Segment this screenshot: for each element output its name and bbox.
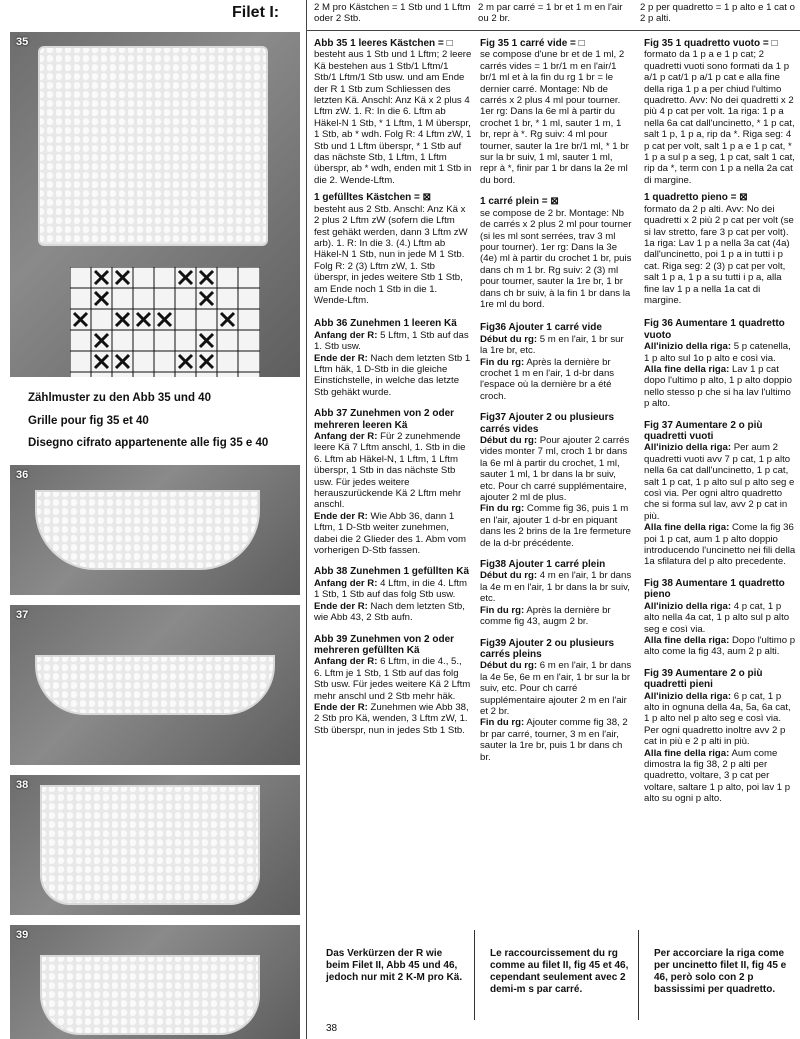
it-fig37-text1: Per aum 2 quadretti vuoti avv 7 p cat, 1 p alto nella 6a cat dall'uncinetto, 1 p cat, salt 1 p cat, 1 p alto sul p alto seg e così via. Per ogni altro quadretto che si forma sul lav, avv 2 p cat in più.: [644, 442, 795, 522]
fr-fig39-label1: Début du rg:: [480, 660, 538, 672]
de-abb36-label1: Anfang der R:: [314, 329, 378, 341]
fr-fig35b-text: se compose de 2 br. Montage: Nb de carrés x 2 plus 2 ml pour tourner (si les ml sont serrées, trav 3 ml pour tourner). 1er rg: Dans la 3e (4e) ml à partir du crochet 1 br, puis dans ch m 1 br. Rg suiv: 2 (3) ml pour tourner, sauter la 1re br, 1 br dans ch br suiv, à la fin 1 br dans la 1re ml du bord.: [480, 207, 632, 310]
it-fig37-heading: Fig 37 Aumentare 2 o più quadretti vuoti: [644, 419, 763, 442]
fr-fig39-text2: Ajouter comme fig 38, 2 br par carré, tourner, 3 m en l'air, sauter la 1re br, puis 1 br dans ch br.: [480, 717, 628, 763]
german-column: [314, 38, 472, 742]
it-fig35b-text: formato da 2 p alti. Avv: No dei quadretti x 2 più 2 p cat per volt (se si lav stretto, fare 3 p cat per volt). 1a riga: Lav 1 p a nella 3a cat (4a) dall'uncinetto, poi 1 p a in tutti i p cat. Riga seg: 2 (3) p cat per volt, salt 1 p a, 1 p a su tutti i p a, alla fine lav 1 p a nella 1a cat di margine.: [644, 203, 794, 306]
de-abb36-text1: 5 Lftm, 1 Stb auf das 1. Stb usw.: [314, 329, 469, 353]
filet-grid-svg: [70, 267, 260, 377]
de-abb37-label1: Anfang der R:: [314, 431, 378, 442]
fr-fig38-label1: Début du rg:: [480, 570, 538, 582]
photo-35: [10, 32, 300, 377]
bottom-divider-2: [638, 930, 639, 1020]
photo-37: [10, 605, 300, 765]
de-abb39-label1: Anfang der R:: [314, 656, 378, 668]
it-fig36-text1: 5 p catenella, 1 p alto sul 1o p alto e così via.: [644, 341, 791, 364]
crochet-swatch-39: [40, 955, 260, 1035]
fr-fig39-label2: Fin du rg:: [480, 717, 525, 729]
crochet-swatch-35: [38, 46, 268, 246]
fr-fig35b-heading: 1 carré plein = ⊠: [480, 196, 559, 208]
french-column: [480, 38, 632, 769]
de-abb37-heading: Abb 37 Zunehmen von 2 oder mehreren leeren Kä: [314, 408, 455, 431]
it-fig38-text2: Dopo l'ultimo p alto come la fig 43, aum 2 p alti.: [644, 634, 796, 658]
it-fig37-label2: Alla fine della riga:: [644, 522, 730, 534]
it-fig37-label1: All'inizio della riga:: [644, 442, 732, 454]
bottom-note-it: Per accorciare la riga come per uncinetto filet II, fig 45 e 46, però solo con 2 p bassissimi per quadretto.: [654, 948, 787, 995]
it-fig39-text2: Aum come dimostra la fig 38, 2 p alti per quadretto, voltare, 3 p cat per voltare, saltare 1 p alto, poi lav 1 p alto su ogni p alto.: [644, 747, 791, 805]
fr-fig36-text2: Après la dernière br crochet 1 m en l'air, 1 d-br dans l'espace où la dernière br a été croch.: [480, 356, 615, 402]
de-abb38-heading: Abb 38 Zunehmen 1 gefüllten Kä: [314, 566, 470, 578]
de-abb37-text1: Für 2 zunehmende leere Kä 7 Lftm anschl, 1. Stb in die 6. Lftm ab Häkel-N, 1 Lftm, 1 Lftm überspr, 1 Stb in das nächste Stb usw. Für jedes weitere herauszurückende Kä 2 Lftm mehr anschl.: [314, 431, 466, 511]
photo-number-36: 36: [16, 469, 29, 481]
chart-grid: [70, 267, 260, 377]
photo-39: [10, 925, 300, 1039]
it-fig39-text1: 6 p cat, 1 p alto in ognuna della 4a, 5a, 6a cat, 1 p alto nel p alto seg e così via. Per ogni quadretto inoltre avv 2 p cat in più e 2 p alti in più.: [644, 690, 791, 748]
it-fig37-text2: Come la fig 36 poi 1 p cat, aum 1 p alto doppio introducendo l'uncinetto nei fili della 1a sfilatura del p alto precedente.: [644, 522, 796, 568]
photo-38: [10, 775, 300, 915]
it-fig36-label1: All'inizio della riga:: [644, 341, 732, 353]
page-title: Filet I:: [232, 4, 280, 21]
de-abb39-text1: 6 Lftm, in die 4., 5., 6. Lftm je 1 Stb, 1 Stb auf das folg Stb usw. Für jedes weitere Kä 2 Lftm mehr anschl und 2 Stb mehr häk.: [314, 656, 471, 702]
photo-column: [0, 0, 300, 1039]
de-abb39-text2: Zunehmen wie Abb 38, 2 Stb pro Kä, wenden, 3 Lftm zW, 1. Stb überspr, nun in jedes Stb 1 Stb.: [314, 701, 469, 736]
fr-fig38-label2: Fin du rg:: [480, 604, 525, 616]
fr-fig38-text1: 4 m en l'air, 1 br dans la 4e m en l'air, 1 br dans la br suiv, etc.: [480, 570, 632, 605]
it-fig35-heading: Fig 35 1 quadretto vuoto = □: [644, 38, 778, 49]
it-fig38-text1: 4 p cat, 1 p alto nella 4a cat, 1 p alto sul p alto seg e così via.: [644, 600, 790, 635]
de-abb35b-text: besteht aus 2 Stb. Anschl: Anz Kä x 2 plus 2 Lftm zW (sofern die Lftm fest gehäkt werden, dann 3 Lftm zW arb). 1. R: In die 3. (4.) Lftm ab Häkel-N 1 Stb, nun in jede M 1 Stb. Folg R: 2 (3) Lftm zW, 1. Stb überspr, in jedes weitere Stb 1 Stb, am Ende noch 1 Stb in die 1. Wende-Lftm.: [314, 203, 468, 306]
crochet-swatch-37: [35, 655, 275, 715]
italian-column: [644, 38, 796, 811]
bottom-divider-1: [474, 930, 475, 1020]
bottom-note-de: Das Verkürzen der R wie beim Filet II, Abb 45 und 46, jedoch nur mit 2 K-M pro Kä.: [326, 948, 463, 983]
it-fig36-text2: Lav 1 p cat dopo l'ultimo p alto, 1 p alto doppio nello stesso p che si ha lav l'ultimo p alto.: [644, 363, 792, 410]
it-fig39-heading: Fig 39 Aumentare 2 o più quadretti pieni: [644, 667, 763, 691]
it-fig35-text: formato da 1 p a e 1 p cat; 2 quadretti vuoti sono formati da 1 p a/1 p cat/1 p a/1 p cat e alla fine della riga 1 p a per chiud l'ultimo quadretto. Avv: No dei quadretti x 2 più 4 p cat per volt. 1a riga: 1 p a nella 6a cat dall'uncinetto, * 1 p cat, salt 1 p, 1 p a, rip da *. Riga seg: 4 p cat per volt, salt 1 p a e 1 p cat, * 1 p a sul p a seg, 1 p cat, salt 1 cat, rip da *, term con 1 p a nella 2a cat di margine.: [644, 49, 795, 186]
it-fig38-heading: Fig 38 Aumentare 1 quadretto pieno: [644, 577, 785, 601]
fr-fig35-heading: Fig 35 1 carré vide = □: [480, 38, 585, 49]
fr-fig36-label1: Début du rg:: [480, 333, 538, 345]
fr-fig39-heading: Fig39 Ajouter 2 ou plusieurs carrés pleins: [480, 637, 615, 660]
fr-fig36-label2: Fin du rg:: [480, 356, 525, 368]
photo-36: [10, 465, 300, 595]
fr-fig37-text2: Comme fig 36, puis 1 m en l'air, ajouter 1 d-br en piquant dans les 2 brins de la 1re fermeture de la d-br précédente.: [480, 503, 631, 549]
fr-fig35-text: se compose d'une br et de 1 ml, 2 carrés vides = 1 br/1 m en l'air/1 br/1 ml et à la fin du rg 1 br = le dernier carré. Montage: Nb de carrés x 2 plus 4 ml pour tourner. 1er rg: Dans la 6e ml à partir du crochet 1 br, * 1 ml, sauter 1 m, 1 br, repr à *. Rg suiv: 4 ml pour tourner, sauter la 1re br/1 ml, * 1 br sur la br suiv, 1 ml, sauter 1 ml, repr à *, finir par 1 br dans la 2e ml du bord.: [480, 49, 629, 186]
de-abb35-heading: Abb 35 1 leeres Kästchen = □: [314, 38, 453, 49]
de-abb38-label2: Ende der R:: [314, 600, 368, 612]
it-fig38-label2: Alla fine della riga:: [644, 634, 730, 646]
caption-it: Disegno cifrato appartenente alle fig 35 e 40: [28, 437, 269, 449]
de-abb39-heading: Abb 39 Zunehmen von 2 oder mehreren gefüllten Kä: [314, 633, 455, 656]
de-abb37-label2: Ende der R:: [314, 510, 368, 522]
fr-fig36-heading: Fig36 Ajouter 1 carré vide: [480, 322, 602, 334]
de-abb36-label2: Ende der R:: [314, 352, 368, 364]
de-abb37-text2: Wie Abb 36, dann 1 Lftm, 1 D-Stb weiter zunehmen, dabei die 2 Glieder des 1. Abm vom vorherigen D-Stb fassen.: [314, 510, 466, 557]
header-de: 2 M pro Kästchen = 1 Stb und 1 Lftm oder 2 Stb.: [314, 2, 471, 25]
fr-fig38-heading: Fig38 Ajouter 1 carré plein: [480, 559, 606, 571]
caption-de: Zählmuster zu den Abb 35 und 40: [28, 392, 211, 404]
de-abb38-text1: 4 Lftm, in die 4. Lftm 1 Stb, 1 Stb auf das folg Stb usw.: [314, 577, 468, 601]
photo-number-38: 38: [16, 779, 29, 791]
crochet-swatch-36: [35, 490, 260, 570]
fr-fig37-heading: Fig37 Ajouter 2 ou plusieurs carrés vides: [480, 412, 615, 435]
header-rule: [306, 30, 800, 31]
caption-fr: Grille pour fig 35 et 40: [28, 415, 149, 427]
de-abb35b-heading: 1 gefülltes Kästchen = ⊠: [314, 192, 432, 204]
de-abb38-text2: Nach dem letzten Stb, wie Abb 43, 2 Stb aufn.: [314, 600, 465, 624]
bottom-note-fr: Le raccourcissement du rg comme au filet II, fig 45 et 46, cependant seulement avec 2 demi-m s par carré.: [490, 948, 629, 995]
photo-number-37: 37: [16, 609, 29, 621]
header-it: 2 p per quadretto = 1 p alto e 1 cat o 2 p alti.: [640, 2, 795, 25]
de-abb39-label2: Ende der R:: [314, 701, 368, 713]
crochet-swatch-38: [40, 785, 260, 905]
fr-fig36-text1: 5 m en l'air, 1 br sur la 1re br, etc.: [480, 333, 624, 357]
fr-fig37-label2: Fin du rg:: [480, 503, 525, 515]
de-abb38-label1: Anfang der R:: [314, 577, 378, 589]
it-fig36-label2: Alla fine della riga:: [644, 363, 730, 375]
it-fig35b-heading: 1 quadretto pieno = ⊠: [644, 192, 748, 204]
column-divider: [306, 0, 307, 1039]
de-abb36-heading: Abb 36 Zunehmen 1 leeren Kä: [314, 318, 457, 330]
it-fig39-label2: Alla fine della riga:: [644, 747, 730, 759]
de-abb36-text2: Nach dem letzten Stb 1 Lftm häk, 1 D-Stb in die gleiche Einstichstelle, in welche das letzte Stb gehäkt wurde.: [314, 352, 471, 398]
header-fr: 2 m par carré = 1 br et 1 m en l'air ou 2 br.: [478, 2, 623, 25]
photo-number-39: 39: [16, 929, 29, 941]
page-number: 38: [326, 1023, 338, 1034]
fr-fig38-text2: Après la dernière br comme fig 43, augm 2 br.: [480, 604, 611, 628]
it-fig38-label1: All'inizio della riga:: [644, 600, 732, 612]
photo-number-35: 35: [16, 36, 29, 48]
it-fig36-heading: Fig 36 Aumentare 1 quadretto vuoto: [644, 318, 785, 341]
fr-fig37-label1: Début du rg:: [480, 435, 538, 446]
fr-fig39-text1: 6 m en l'air, 1 br dans la 4e 5e, 6e m en l'air, 1 br sur la br suiv, etc. Pour ch carré supplémentaire ajouter 2 m en l'air et 2 br.: [480, 660, 632, 717]
de-abb35-text: besteht aus 1 Stb und 1 Lftm; 2 leere Kä bestehen aus 1 Stb/1 Lftm/1 Stb/1 Lftm/1 Stb usw. und am Ende der R 1 Stb zum Schliessen des letzten Kä. Anschl: Anz Kä x 2 plus 4 Lftm zW. 1. R: In die 6. Lftm ab Häkel-N 1 Stb, * 1 Lftm, 1 M überspr, 1 Stb, ab * wdh. Folg R: 4 Lftm zW, 1 Stb und 1 Lftm überspr, * 1 Stb auf das nächste Stb, 1 Lftm, 1 Lftm überspr, ab * wdh, enden mit 1 Stb in die 2. Wende-Lftm.: [314, 49, 472, 186]
it-fig39-label1: All'inizio della riga:: [644, 690, 732, 702]
fr-fig37-text1: Pour ajouter 2 carrés vides monter 7 ml, croch 1 br dans la 6e ml à partir du crochet, 1 ml, sauter 1 ml, 1 br dans la br suiv, etc. Pour ch carré supplémentaire, ajouter 2 ml de plus.: [480, 435, 630, 504]
